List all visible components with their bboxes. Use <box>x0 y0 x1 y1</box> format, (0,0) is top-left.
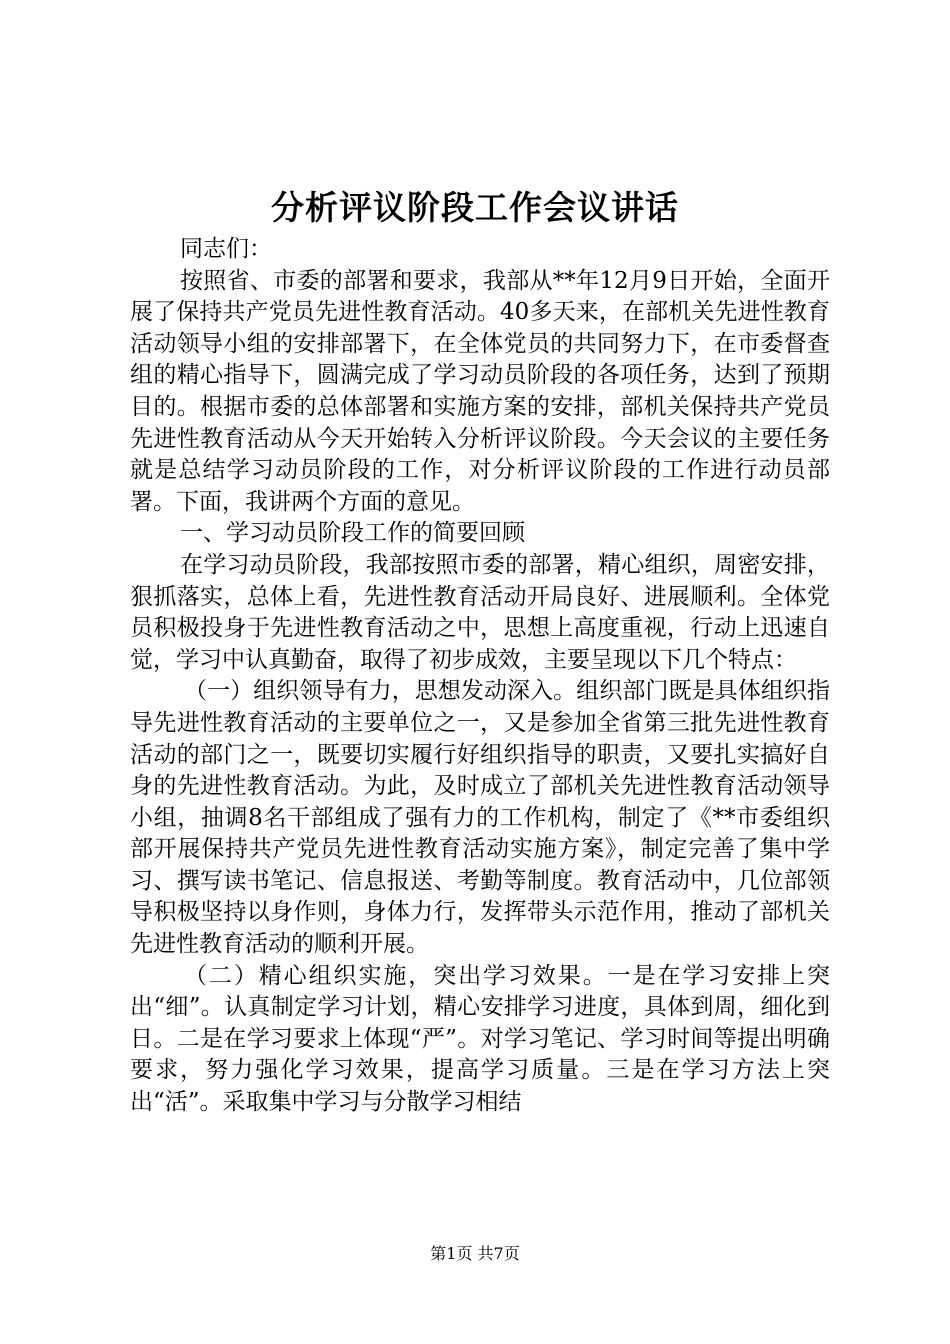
paragraph-point-2: （二）精心组织实施，突出学习效果。一是在学习安排上突出“细”。认真制定学习计划，精心安排学习进度，具体到周，细化到日。二是在学习要求上体现“严”。对学习笔记、学习时间等提出明确要求，努力强化学习效果，提高学习质量。三是在学习方法上突出“活”。采取集中学习与分散学习相结 <box>130 962 830 1116</box>
salutation: 同志们： <box>180 236 272 262</box>
paragraph-review: 在学习动员阶段，我部按照市委的部署，精心组织，周密安排，狠抓落实，总体上看，先进性教育活动开局良好、进展顺利。全体党员积极投身于先进性教育活动之中，思想上高度重视，行动上迅速自觉，学习中认真勤奋，取得了初步成效，主要呈现以下几个特点： <box>130 551 830 673</box>
page-number: 第1页 共7页 <box>430 1244 520 1263</box>
document-body <box>130 234 830 1119</box>
paragraph-point-1: （一）组织领导有力，思想发动深入。组织部门既是具体组织指导先进性教育活动的主要单位之一，又是参加全省第三批先进性教育活动的部门之一，既要切实履行好组织指导的职责，又要扎实搞好自身的先进性教育活动。为此，及时成立了部机关先进性教育活动领导小组，抽调8名干部组成了强有力的工作机构，制定了《**市委组织部开展保持共产党员先进性教育活动实施方案》，制定完善了集中学习、撰写读书笔记、信息报送、考勤等制度。教育活动中，几位部领导积极坚持以身作则，身体力行，发挥带头示范作用，推动了部机关先进性教育活动的顺利开展。 <box>130 678 830 958</box>
section-heading-1: 一、学习动员阶段工作的简要回顾 <box>180 520 525 547</box>
document-title: 分析评议阶段工作会议讲话 <box>271 188 679 227</box>
paragraph-intro: 按照省、市委的部署和要求，我部从**年12月9日开始，全面开展了保持共产党员先进性教育活动。40多天来，在部机关先进性教育活动领导小组的安排部署下，在全体党员的共同努力下，在市委督查组的精心指导下，圆满完成了学习动员阶段的各项任务，达到了预期目的。根据市委的总体部署和实施方案的安排，部机关保持共产党员先进性教育活动从今天开始转入分析评议阶段。今天会议的主要任务就是总结学习动员阶段的工作，对分析评议阶段的工作进行动员部署。下面，我讲两个方面的意见。 <box>130 267 830 515</box>
